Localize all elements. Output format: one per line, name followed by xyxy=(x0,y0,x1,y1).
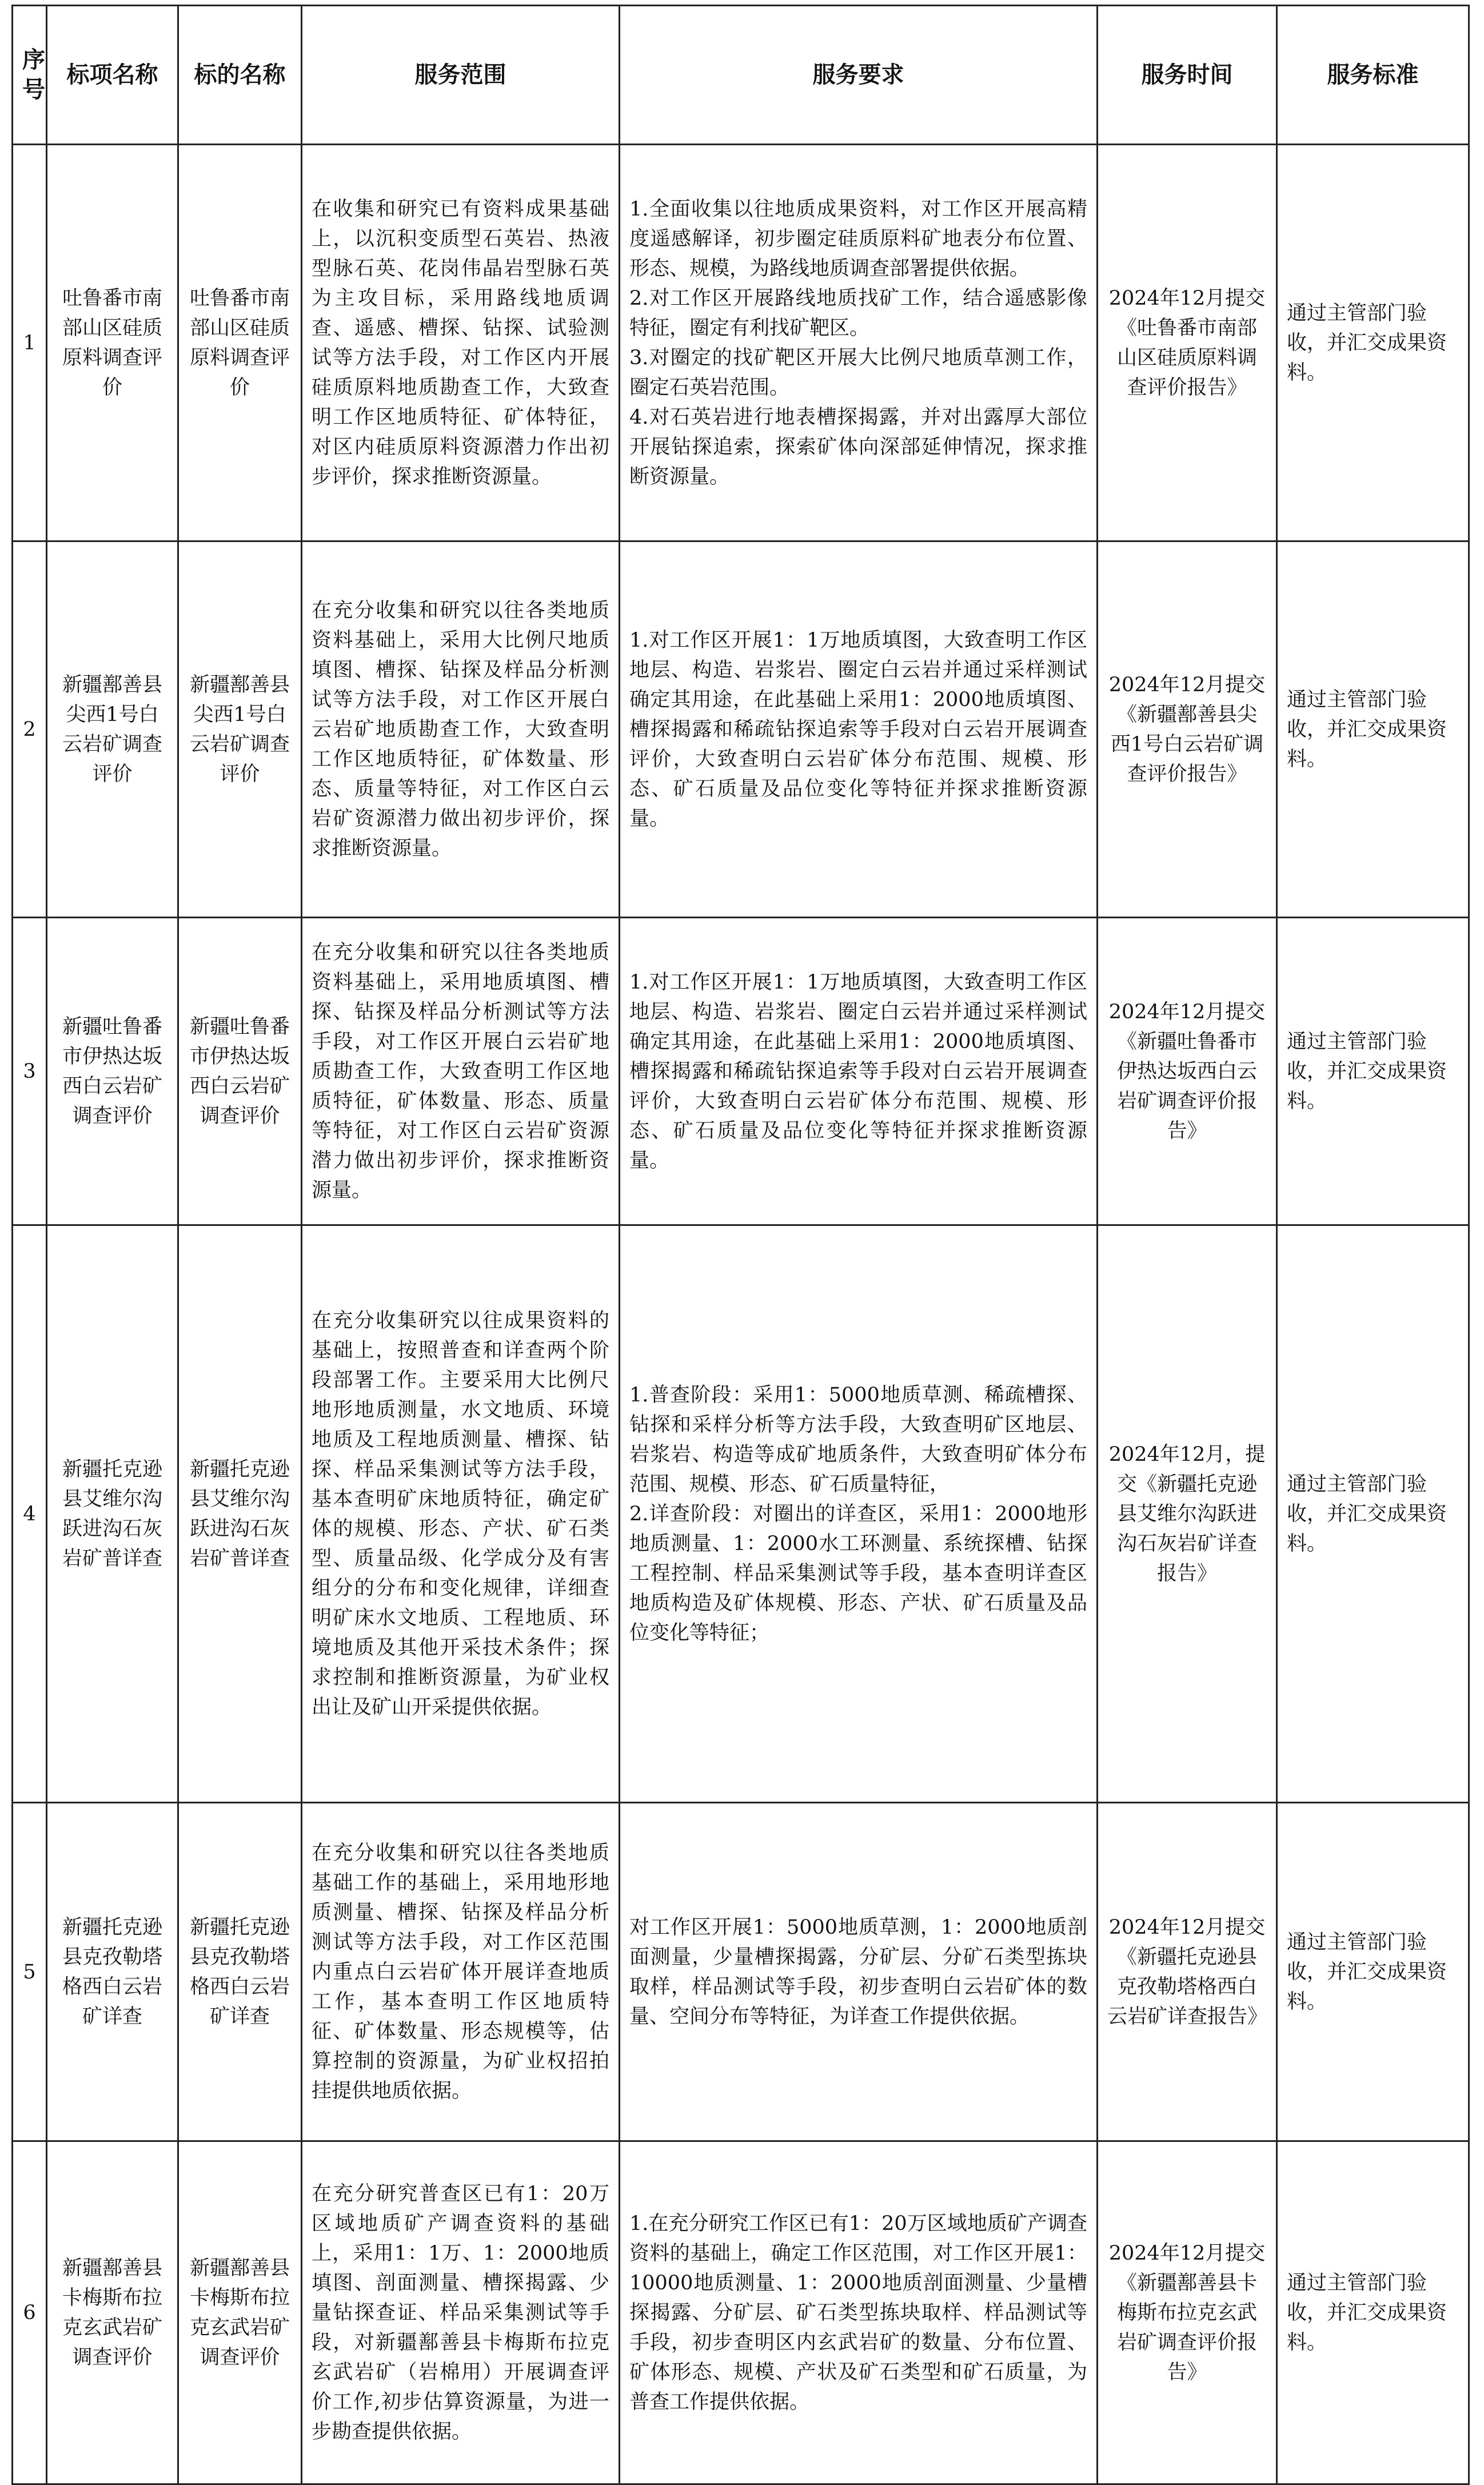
cell-target-name: 新疆托克逊县克孜勒塔格西白云岩矿详查 xyxy=(178,1803,302,2141)
cell-time: 2024年12月提交《吐鲁番市南部山区硅质原料调查评价报告》 xyxy=(1098,145,1277,541)
header-standard: 服务标准 xyxy=(1277,6,1469,145)
cell-no: 6 xyxy=(13,2141,47,2484)
cell-time: 2024年12月提交《新疆吐鲁番市伊热达坂西白云岩矿调查评价报告》 xyxy=(1098,918,1277,1225)
table-row xyxy=(13,541,1469,918)
table-row xyxy=(13,1803,1469,2141)
cell-no: 4 xyxy=(13,1225,47,1803)
cell-item-name: 新疆鄯善县卡梅斯布拉克玄武岩矿调查评价 xyxy=(47,2141,178,2484)
header-requirements: 服务要求 xyxy=(620,6,1098,145)
cell-time: 2024年12月，提交《新疆托克逊县艾维尔沟跃进沟石灰岩矿详查报告》 xyxy=(1098,1225,1277,1803)
cell-no: 1 xyxy=(13,145,47,541)
table-row xyxy=(13,145,1469,541)
cell-requirements: 1.对工作区开展1：1万地质填图，大致查明工作区地层、构造、岩浆岩、圈定白云岩并通过采样测试确定其用途，在此基础上采用1：2000地质填图、槽探揭露和稀疏钻探追索等手段对白云岩开展调查评价，大致查明白云岩矿体分布范围、规模、形态、矿石质量及品位变化等特征并探求推断资源量。 xyxy=(620,918,1098,1225)
cell-standard: 通过主管部门验收，并汇交成果资料。 xyxy=(1277,1803,1469,2141)
cell-scope: 在充分收集和研究以往各类地质资料基础上，采用大比例尺地质填图、槽探、钻探及样品分析测试等方法手段，对工作区开展白云岩矿地质勘查工作，大致查明工作区地质特征，矿体数量、形态、质量等特征，对工作区白云岩矿资源潜力做出初步评价，探求推断资源量。 xyxy=(302,541,620,918)
cell-target-name: 新疆吐鲁番市伊热达坂西白云岩矿调查评价 xyxy=(178,918,302,1225)
cell-scope: 在充分收集和研究以往各类地质资料基础上，采用地质填图、槽探、钻探及样品分析测试等方法手段，对工作区开展白云岩矿地质勘查工作，大致查明工作区地质特征，矿体数量、形态、质量等特征，对工作区白云岩矿资源潜力做出初步评价，探求推断资源量。 xyxy=(302,918,620,1225)
table-row xyxy=(13,918,1469,1225)
cell-item-name: 新疆托克逊县克孜勒塔格西白云岩矿详查 xyxy=(47,1803,178,2141)
cell-standard: 通过主管部门验收，并汇交成果资料。 xyxy=(1277,1225,1469,1803)
table-header-row xyxy=(13,6,1469,145)
cell-item-name: 新疆托克逊县艾维尔沟跃进沟石灰岩矿普详查 xyxy=(47,1225,178,1803)
header-item-name: 标项名称 xyxy=(47,6,178,145)
cell-target-name: 新疆托克逊县艾维尔沟跃进沟石灰岩矿普详查 xyxy=(178,1225,302,1803)
cell-requirements: 对工作区开展1：5000地质草测，1：2000地质剖面测量，少量槽探揭露，分矿层、分矿石类型拣块取样，样品测试等手段，初步查明白云岩矿体的数量、空间分布等特征，为详查工作提供依据。 xyxy=(620,1803,1098,2141)
cell-standard: 通过主管部门验收，并汇交成果资料。 xyxy=(1277,541,1469,918)
cell-requirements: 1.全面收集以往地质成果资料，对工作区开展高精度遥感解译，初步圈定硅质原料矿地表分布位置、形态、规模，为路线地质调查部署提供依据。 2.对工作区开展路线地质找矿工作，结合遥感影像特征，圈定有利找矿靶区。 3.对圈定的找矿靶区开展大比例尺地质草测工作，圈定石英岩范围。 4.对石英岩进行地表槽探揭露，并对出露厚大部位开展钻探追索，探索矿体向深部延伸情况，探求推断资源量。 xyxy=(620,145,1098,541)
cell-item-name: 新疆鄯善县尖西1号白云岩矿调查评价 xyxy=(47,541,178,918)
cell-standard: 通过主管部门验收，并汇交成果资料。 xyxy=(1277,918,1469,1225)
cell-time: 2024年12月提交《新疆鄯善县尖西1号白云岩矿调查评价报告》 xyxy=(1098,541,1277,918)
header-scope: 服务范围 xyxy=(302,6,620,145)
cell-item-name: 吐鲁番市南部山区硅质原料调查评价 xyxy=(47,145,178,541)
cell-scope: 在充分收集研究以往成果资料的基础上，按照普查和详查两个阶段部署工作。主要采用大比例尺地形地质测量，水文地质、环境地质及工程地质测量、槽探、钻探、样品采集测试等方法手段，基本查明矿床地质特征，确定矿体的规模、形态、产状、矿石类型、质量品级、化学成分及有害组分的分布和变化规律，详细查明矿床水文地质、工程地质、环境地质及其他开采技术条件；探求控制和推断资源量，为矿业权出让及矿山开采提供依据。 xyxy=(302,1225,620,1803)
cell-target-name: 新疆鄯善县卡梅斯布拉克玄武岩矿调查评价 xyxy=(178,2141,302,2484)
cell-scope: 在充分收集和研究以往各类地质基础工作的基础上，采用地形地质测量、槽探、钻探及样品分析测试等方法手段，对工作区范围内重点白云岩矿体开展详查地质工作，基本查明工作区地质特征、矿体数量、形态规模等，估算控制的资源量，为矿业权招拍挂提供地质依据。 xyxy=(302,1803,620,2141)
cell-no: 3 xyxy=(13,918,47,1225)
table-row xyxy=(13,1225,1469,1803)
table-row xyxy=(13,2141,1469,2484)
cell-item-name: 新疆吐鲁番市伊热达坂西白云岩矿调查评价 xyxy=(47,918,178,1225)
cell-target-name: 吐鲁番市南部山区硅质原料调查评价 xyxy=(178,145,302,541)
cell-standard: 通过主管部门验收，并汇交成果资料。 xyxy=(1277,145,1469,541)
cell-requirements: 1.对工作区开展1：1万地质填图，大致查明工作区地层、构造、岩浆岩、圈定白云岩并通过采样测试确定其用途，在此基础上采用1：2000地质填图、槽探揭露和稀疏钻探追索等手段对白云岩开展调查评价，大致查明白云岩矿体分布范围、规模、形态、矿石质量及品位变化等特征并探求推断资源量。 xyxy=(620,541,1098,918)
header-target-name: 标的名称 xyxy=(178,6,302,145)
cell-no: 5 xyxy=(13,1803,47,2141)
cell-scope: 在收集和研究已有资料成果基础上，以沉积变质型石英岩、热液型脉石英、花岗伟晶岩型脉石英为主攻目标，采用路线地质调查、遥感、槽探、钻探、试验测试等方法手段，对工作区内开展硅质原料地质勘查工作，大致查明工作区地质特征、矿体特征，对区内硅质原料资源潜力作出初步评价，探求推断资源量。 xyxy=(302,145,620,541)
cell-requirements: 1.在充分研究工作区已有1：20万区域地质矿产调查资料的基础上，确定工作区范围，对工作区开展1：10000地质测量、1：2000地质剖面测量、少量槽探揭露、分矿层、矿石类型拣块取样、样品测试等手段，初步查明区内玄武岩矿的数量、分布位置、矿体形态、规模、产状及矿石类型和矿石质量，为普查工作提供依据。 xyxy=(620,2141,1098,2484)
service-table xyxy=(11,5,1470,2485)
cell-target-name: 新疆鄯善县尖西1号白云岩矿调查评价 xyxy=(178,541,302,918)
header-time: 服务时间 xyxy=(1098,6,1277,145)
cell-time: 2024年12月提交《新疆托克逊县克孜勒塔格西白云岩矿详查报告》 xyxy=(1098,1803,1277,2141)
cell-standard: 通过主管部门验收，并汇交成果资料。 xyxy=(1277,2141,1469,2484)
header-no: 序号 xyxy=(13,6,47,145)
cell-no: 2 xyxy=(13,541,47,918)
cell-requirements: 1.普查阶段：采用1：5000地质草测、稀疏槽探、钻探和采样分析等方法手段，大致查明矿区地层、岩浆岩、构造等成矿地质条件，大致查明矿体分布范围、规模、形态、矿石质量特征， 2.详查阶段：对圈出的详查区，采用1：2000地形地质测量、1：2000水工环测量、系统探槽、钻探工程控制、样品采集测试等手段，基本查明详查区地质构造及矿体规模、形态、产状、矿石质量及品位变化等特征； xyxy=(620,1225,1098,1803)
cell-time: 2024年12月提交《新疆鄯善县卡梅斯布拉克玄武岩矿调查评价报告》 xyxy=(1098,2141,1277,2484)
cell-scope: 在充分研究普查区已有1：20万区域地质矿产调查资料的基础上，采用1：1万、1：2000地质填图、剖面测量、槽探揭露、少量钻探查证、样品采集测试等手段，对新疆鄯善县卡梅斯布拉克玄武岩矿（岩棉用）开展调查评价工作,初步估算资源量，为进一步勘查提供依据。 xyxy=(302,2141,620,2484)
